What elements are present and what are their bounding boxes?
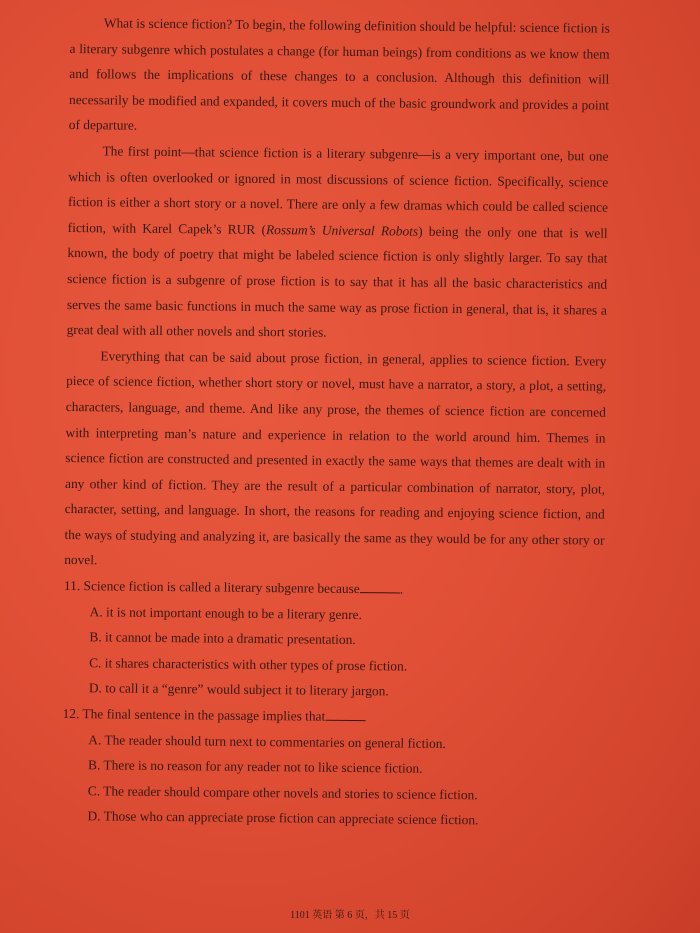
- option-c: C. The reader should compare other novels and stories to science fiction.: [87, 783, 478, 803]
- page-footer: 1101 英语 第 6 页，共 15 页: [290, 910, 410, 921]
- question-stem: 11. Science fiction is called a literary subgenre because .: [63, 578, 404, 597]
- passage-paragraph-2: [67, 138, 609, 348]
- option-c: C. it shares characteristics with other types of prose fiction.: [89, 655, 408, 674]
- question-11: [63, 573, 604, 707]
- option-d: D. to call it a “genre” would subject it to literary jargon.: [88, 680, 389, 699]
- paragraph-2-text-a: The first point—that science fiction is a literary subgenre—is a very important one, but one which is often overlooked or ignored in most discussions of science fiction. Specifically, science fiction is either a short story or a novel. There are only a few dramas which could be called science fiction, with Karel Capek’s RUR (: [67, 143, 609, 237]
- question-stem: 12. The final sentence in the passage implies that: [62, 701, 602, 732]
- passage-paragraph-1: What is science fiction? To begin, the following definition should be helpful: science fiction is a literary subgenre which postulates a change (for human beings) from conditions as we know them and follows the implications of these changes to a conclusion. Although this definition will necessarily be modified and expanded, it covers much of the basic groundwork and provides a point of departure.: [68, 15, 610, 134]
- passage-paragraph-3: Everything that can be said about prose fiction, in general, applies to science fiction. Every piece of science fiction, whether short story or novel, must have a narrator, a story, a plot, a setting, characters, language, and theme. And like any prose, the themes of science fiction are concerned with interpreting man’s nature and experience in relation to the world around him. Themes in science fiction are constructed and presented in exactly the same ways that themes are dealt with in any other kind of fiction. They are the result of a particular combination of narrator, story, plot, character, setting, and language. In short, the reasons for reading and enjoying science fiction, and the ways of studying and analyzing it, are basically the same as they would be for any other story or novel.: [64, 348, 607, 568]
- option-a: A. it is not important enough to be a literary genre.: [89, 603, 362, 622]
- option-b: B. it cannot be made into a dramatic presentation.: [89, 629, 356, 648]
- exam-page: [61, 10, 610, 835]
- option-a: A. The reader should turn next to commentaries on general fiction.: [88, 731, 446, 751]
- option-b: B. There is no reason for any reader not to like science fiction.: [88, 757, 423, 776]
- option-d: D. Those who can appreciate prose fiction can appreciate science fiction.: [87, 808, 479, 828]
- answer-blank: [360, 580, 400, 593]
- answer-blank: [325, 708, 365, 721]
- paragraph-2-text-b: ) being the only one that is well known, the body of poetry that might be labeled science fiction is only slightly larger. To say that science fiction is a subgenre of prose fiction is to say that it has all the basic characteristics and serves the same basic functions in much the same way as prose fiction in general, that is, it shares a great deal with all other novels and short stories.: [66, 223, 608, 340]
- book-title: Rossum’s Universal Robots: [265, 221, 419, 239]
- question-12: [61, 701, 602, 835]
